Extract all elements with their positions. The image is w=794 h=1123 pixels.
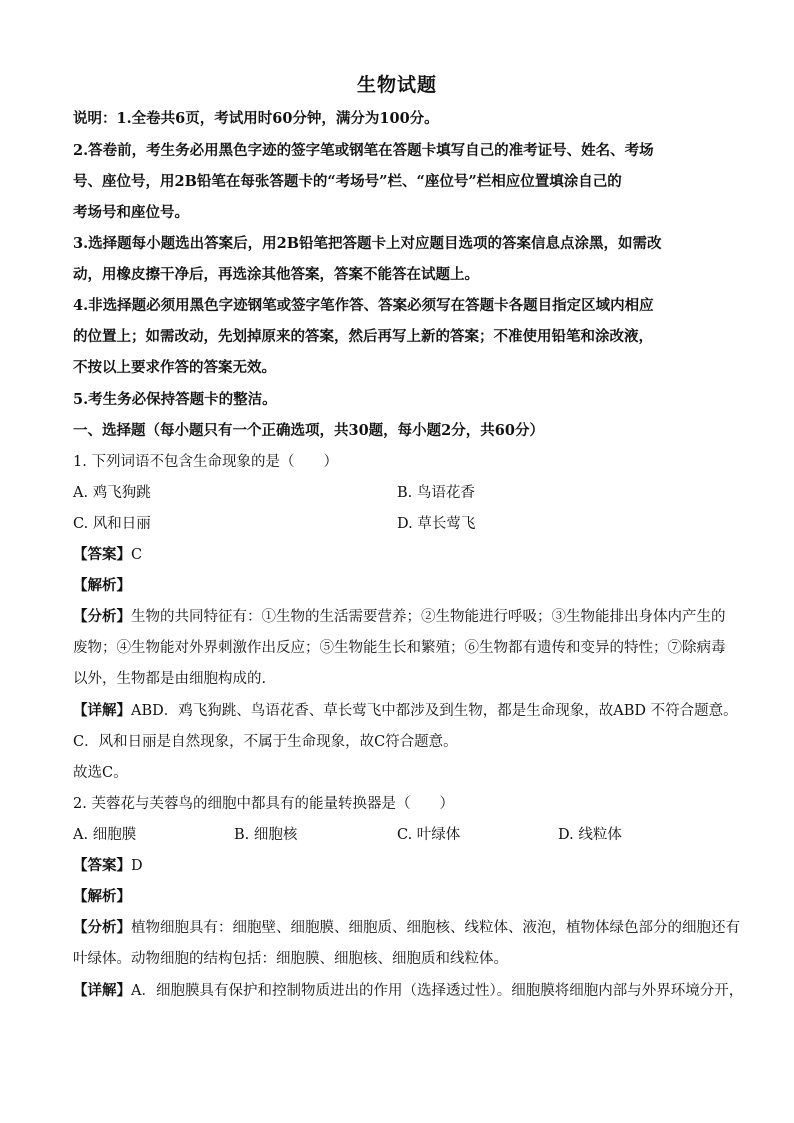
instruction-line: 的位置上；如需改动，先划掉原来的答案，然后再写上新的答案；不准使用铅笔和涂改液，	[73, 328, 653, 345]
answer-line	[73, 856, 143, 876]
answer-line	[73, 545, 142, 565]
xiangjie-line	[73, 701, 738, 721]
fenxi-tag: 【分析】	[73, 919, 131, 936]
fenxi-line: 叶绿体。动物细胞的结构包括：细胞膜、细胞核、细胞质和线粒体。	[73, 951, 508, 967]
instruction-line: 3.选择题每小题选出答案后，用2B铅笔把答题卡上对应题目选项的答案信息点涂黑，如需改	[73, 235, 662, 252]
xiangjie-text: A．细胞膜具有保护和控制物质进出的作用（选择透过性）。细胞膜将细胞内部与外界环境分开，	[131, 983, 744, 999]
option-a: A. 鸡飞狗跳	[73, 485, 151, 501]
page-title: 生物试题	[356, 74, 437, 96]
instruction-line: 号、座位号，用2B铅笔在每张答题卡的“考场号”栏、“座位号”栏相应位置填涂自己的	[73, 173, 622, 190]
fenxi-line	[73, 607, 726, 627]
section-title: 一、选择题（每小题只有一个正确选项，共30题，每小题2分，共60分）	[73, 422, 544, 439]
fenxi-text: 生物的共同特征有：①生物的生活需要营养；②生物能进行呼吸；③生物能排出身体内产生的	[131, 609, 726, 625]
fenxi-tag: 【分析】	[73, 608, 131, 625]
xiangjie-line: 故选C。	[73, 765, 128, 781]
xiangjie-line	[73, 981, 743, 1001]
instruction-line: 4.非选择题必须用黑色字迹钢笔或签字笔作答、答案必须写在答题卡各题目指定区域内相应	[73, 297, 654, 314]
instruction-line: 5.考生务必保持答题卡的整洁。	[73, 391, 277, 408]
answer-value: C	[131, 547, 143, 563]
fenxi-line: 以外，生物都是由细胞构成的.	[73, 671, 267, 687]
option-c: C. 叶绿体	[397, 827, 461, 843]
xiangjie-text: ABD．鸡飞狗跳、鸟语花香、草长莺飞中都涉及到生物，都是生命现象，故ABD 不符合题意。	[131, 703, 738, 719]
instruction-line: 动，用橡皮擦干净后，再选涂其他答案，答案不能答在试题上。	[73, 266, 479, 283]
instruction-line: 考场号和座位号。	[73, 204, 189, 221]
option-c: C. 风和日丽	[73, 516, 151, 532]
instruction-line: 不按以上要求作答的答案无效。	[73, 359, 276, 376]
answer-value: D	[131, 858, 143, 874]
xiangjie-line: C．风和日丽是自然现象，不属于生命现象，故C符合题意。	[73, 734, 458, 750]
option-b: B. 鸟语花香	[397, 485, 475, 501]
option-b: B. 细胞核	[234, 827, 298, 843]
question-stem: 1. 下列词语不包含生命现象的是（ ）	[73, 454, 338, 470]
option-a: A. 细胞膜	[73, 827, 137, 843]
analysis-tag: 【解析】	[73, 888, 131, 905]
question-stem: 2. 芙蓉花与芙蓉鸟的细胞中都具有的能量转换器是（ ）	[73, 796, 454, 812]
xiangjie-tag: 【详解】	[73, 702, 131, 719]
fenxi-text: 植物细胞具有：细胞壁、细胞膜、细胞质、细胞核、线粒体、液泡，植物体绿色部分的细胞还有	[131, 920, 740, 936]
instruction-line: 说明：1.全卷共6页，考试用时60分钟，满分为100分。	[73, 110, 439, 127]
xiangjie-tag: 【详解】	[73, 982, 131, 999]
answer-tag: 【答案】	[73, 857, 131, 874]
fenxi-line: 废物；④生物能对外界刺激作出反应；⑤生物能生长和繁殖；⑥生物都有遗传和变异的特性；⑦除病毒	[73, 640, 726, 656]
fenxi-line	[73, 918, 740, 938]
answer-tag: 【答案】	[73, 546, 131, 563]
analysis-tag: 【解析】	[73, 577, 131, 594]
instruction-line: 2.答卷前，考生务必用黑色字迹的签字笔或钢笔在答题卡填写自己的准考证号、姓名、考场	[73, 142, 654, 159]
option-d: D. 线粒体	[558, 827, 622, 843]
option-d: D. 草长莺飞	[397, 516, 476, 532]
